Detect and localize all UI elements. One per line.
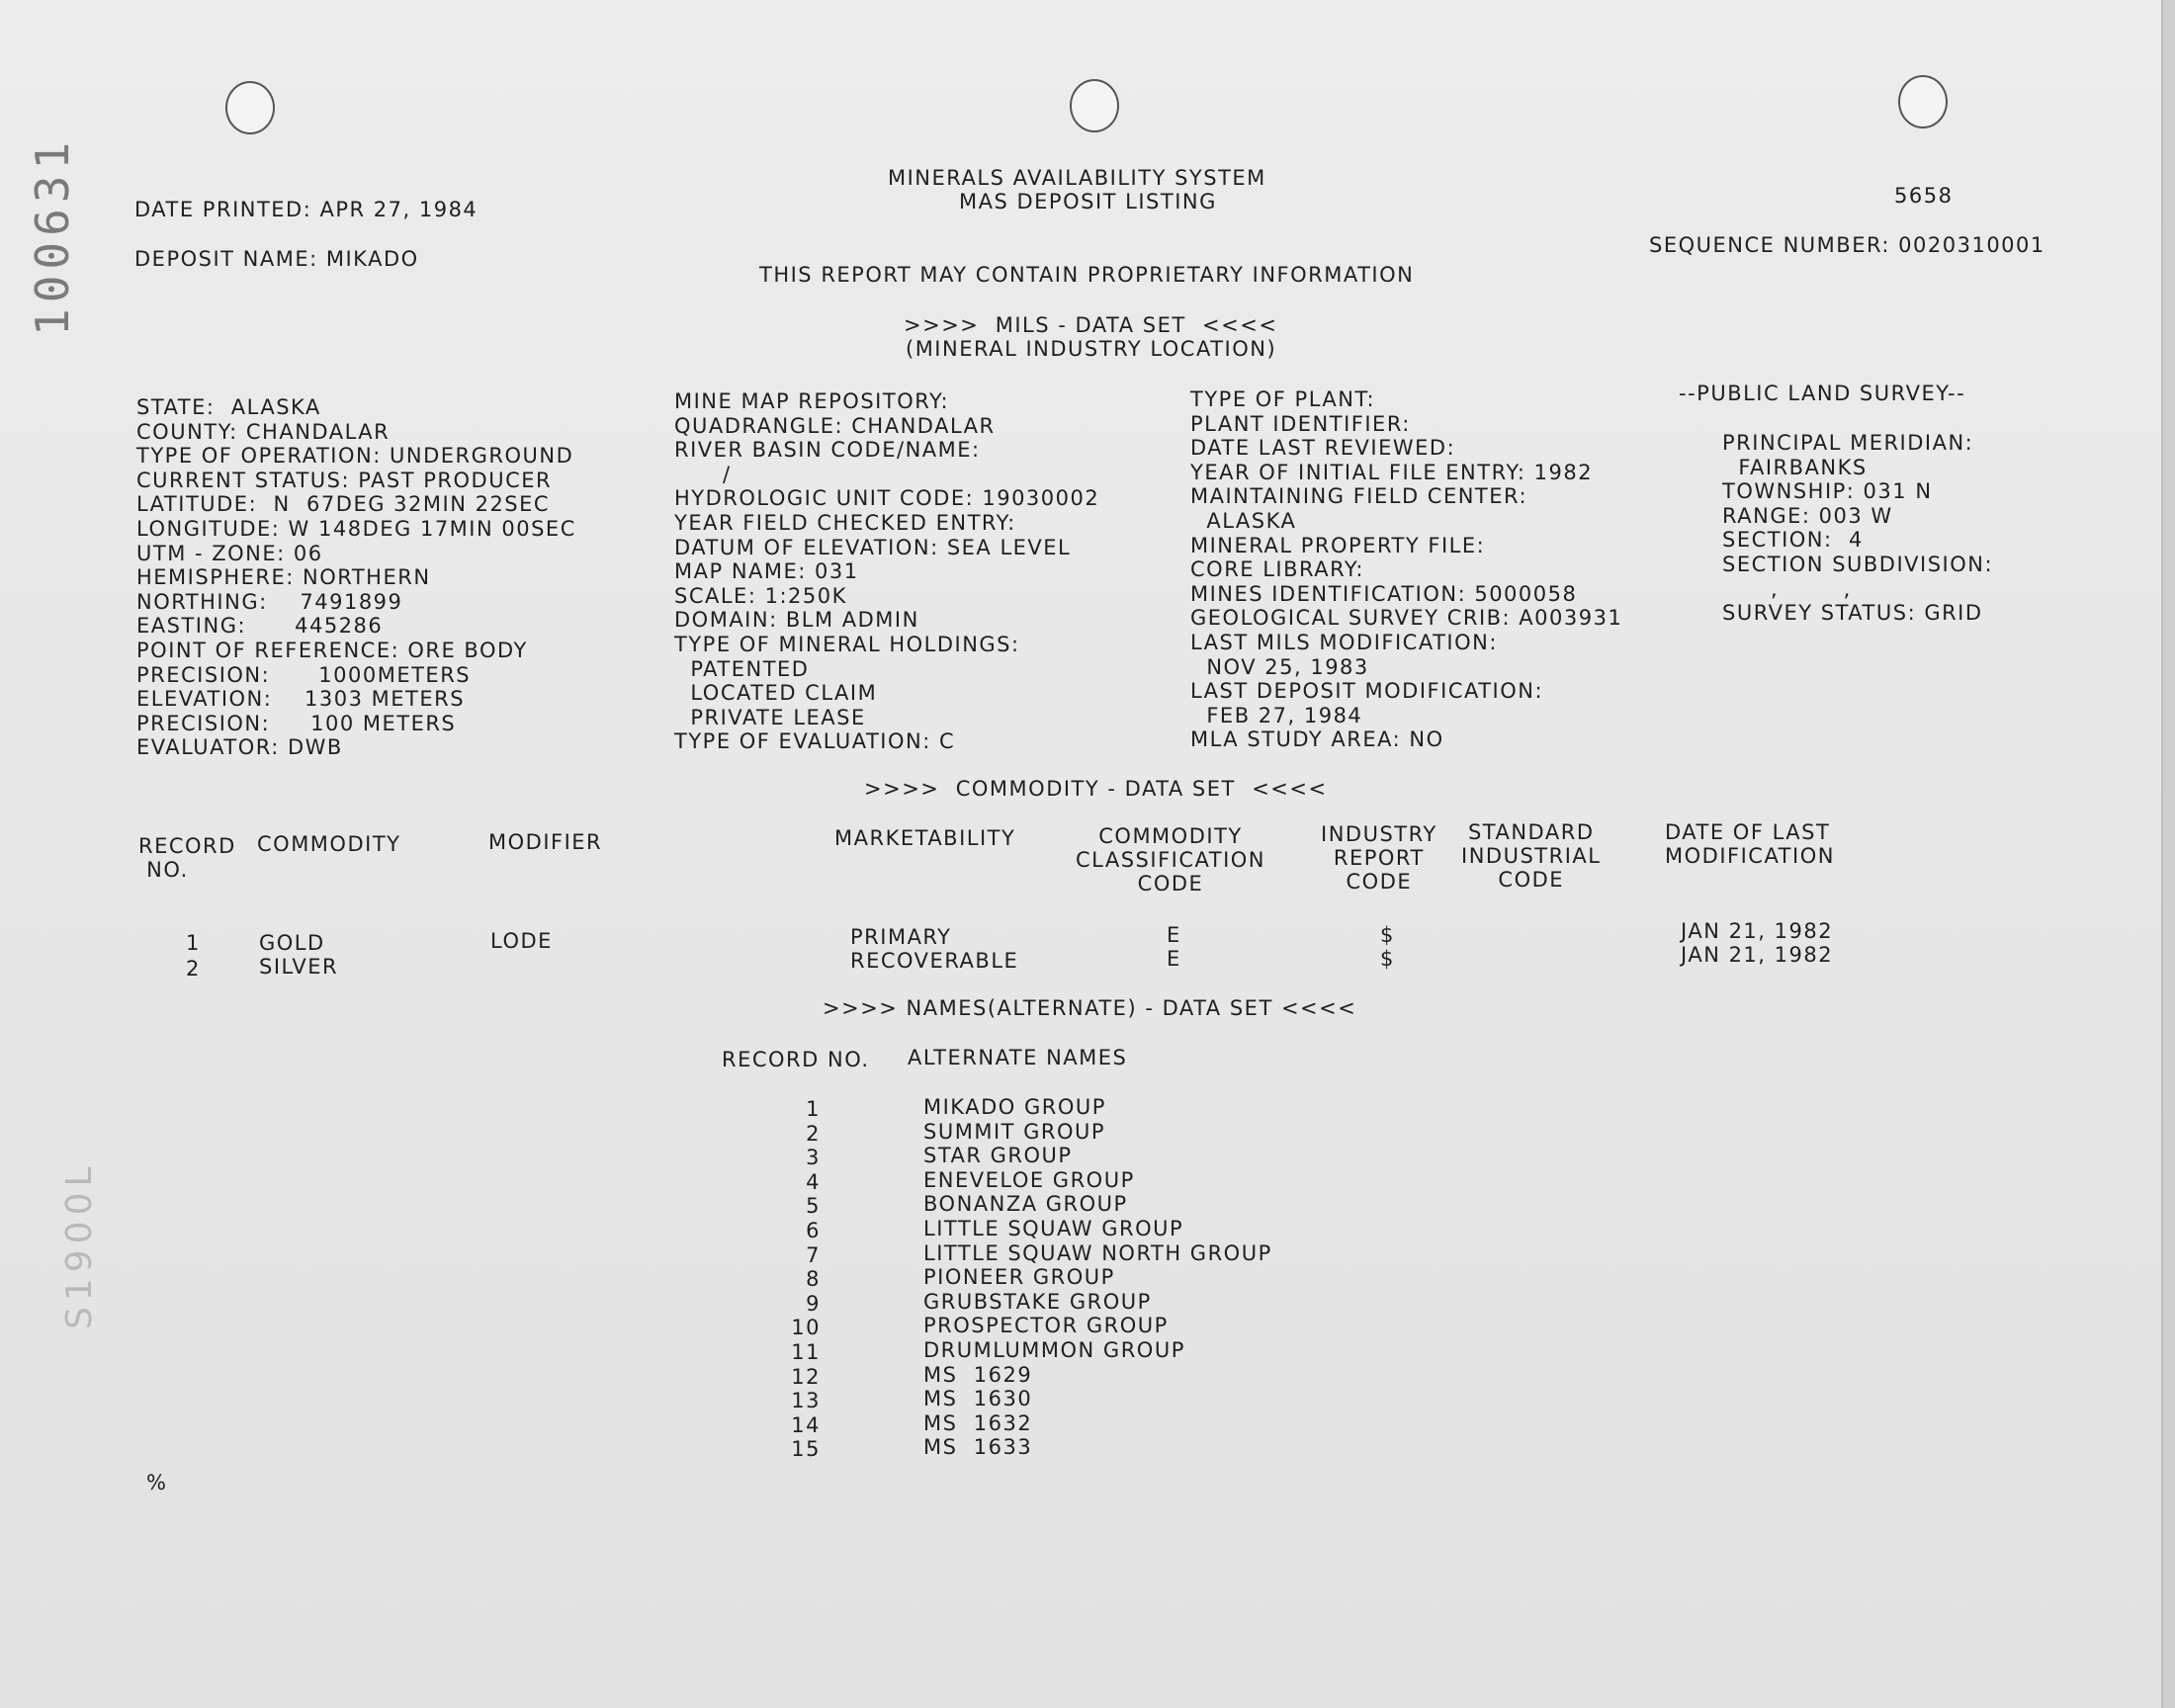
name-row-name: MS 1633 — [923, 1435, 1033, 1460]
field-line: GEOLOGICAL SURVEY CRIB: A003931 — [1190, 606, 1623, 631]
name-row-name: DRUMLUMMON GROUP — [923, 1337, 1185, 1362]
field-line: STATE: ALASKA — [136, 395, 321, 419]
commodity-row-class-code: E — [1167, 923, 1181, 947]
field-line: UTM - ZONE: 06 — [136, 541, 323, 565]
field-line: RIVER BASIN CODE/NAME: — [674, 438, 981, 463]
name-row-name: MS 1630 — [923, 1387, 1033, 1411]
field-line: PRECISION: 100 METERS — [136, 711, 457, 735]
commodity-row-name: SILVER — [259, 955, 339, 979]
field-line: DATUM OF ELEVATION: SEA LEVEL — [674, 535, 1072, 559]
name-row-no: 15 — [791, 1437, 821, 1462]
field-line: , , — [1722, 576, 1852, 601]
name-row-no: 9 — [806, 1291, 821, 1316]
field-line: MINES IDENTIFICATION: 5000058 — [1190, 581, 1578, 606]
name-row-no: 12 — [791, 1364, 821, 1389]
name-row-name: ENEVELOE GROUP — [923, 1167, 1135, 1192]
names-record-numbers — [781, 1097, 821, 1462]
field-line: LAST MILS MODIFICATION: — [1190, 630, 1498, 654]
commodity-row-modifier: LODE — [490, 929, 553, 953]
name-row-no: 13 — [791, 1389, 821, 1413]
mils-section-title: >>>> MILS - DATA SET <<<< — [904, 313, 1278, 337]
header-standard-industrial-code: STANDARD INDUSTRIAL CODE — [1461, 820, 1602, 892]
field-line: LATITUDE: N 67DEG 32MIN 22SEC — [136, 492, 551, 517]
field-line: YEAR OF INITIAL FILE ENTRY: 1982 — [1190, 460, 1594, 484]
commodity-row-industry-code: $ — [1380, 923, 1395, 947]
field-line: SECTION: 4 — [1722, 528, 1864, 553]
field-line: SCALE: 1:250K — [674, 583, 847, 608]
header-date-last-modification: DATE OF LAST MODIFICATION — [1665, 820, 1835, 868]
commodity-row-date: JAN 21, 1982 — [1681, 919, 1834, 943]
commodity-row-no: 2 — [186, 957, 201, 981]
commodity-row-class-code: E — [1167, 947, 1181, 971]
field-line: TYPE OF OPERATION: UNDERGROUND — [136, 444, 574, 469]
name-row-name: LITTLE SQUAW NORTH GROUP — [923, 1240, 1272, 1265]
name-row-no: 5 — [806, 1194, 821, 1219]
mils-column-plant — [1190, 387, 1622, 752]
mils-column-location — [136, 395, 576, 760]
header-names-record-no: RECORD NO. — [722, 1048, 870, 1071]
field-line: MLA STUDY AREA: NO — [1190, 727, 1444, 752]
field-line: PATENTED — [674, 656, 810, 681]
field-line: MAP NAME: 031 — [674, 559, 859, 584]
name-row-name: BONANZA GROUP — [923, 1192, 1128, 1217]
names-section-title: >>>> NAMES(ALTERNATE) - DATA SET <<<< — [823, 996, 1357, 1020]
name-row-no: 6 — [806, 1218, 821, 1242]
commodity-row-no: 1 — [186, 931, 201, 955]
field-line: PRINCIPAL MERIDIAN: — [1722, 431, 1974, 455]
name-row-no: 11 — [791, 1339, 821, 1364]
footer-mark: % — [146, 1471, 168, 1494]
field-line: POINT OF REFERENCE: ORE BODY — [136, 638, 528, 662]
sequence-number: SEQUENCE NUMBER: 0020310001 — [1649, 233, 2045, 257]
name-row-name: GRUBSTAKE GROUP — [923, 1289, 1152, 1314]
side-stamp-number: 100631 — [26, 135, 79, 336]
field-line: NORTHING: 7491899 — [136, 589, 403, 614]
commodity-row-name: GOLD — [259, 931, 325, 955]
name-row-no: 2 — [806, 1121, 821, 1146]
field-line: EVALUATOR: DWB — [136, 735, 343, 760]
page-number: 5658 — [1894, 184, 1954, 208]
field-line: CORE LIBRARY: — [1190, 557, 1364, 582]
punch-hole-right — [1898, 75, 1948, 128]
field-line: PLANT IDENTIFIER: — [1190, 411, 1411, 436]
field-line: MAINTAINING FIELD CENTER: — [1190, 484, 1528, 509]
side-stamp-faint: S1900L — [59, 1160, 100, 1329]
page-edge — [2161, 0, 2175, 1708]
commodity-row-date: JAN 21, 1982 — [1681, 943, 1834, 967]
name-row-name: PROSPECTOR GROUP — [923, 1314, 1169, 1338]
field-line: YEAR FIELD CHECKED ENTRY: — [674, 510, 1016, 535]
field-line: FEB 27, 1984 — [1190, 703, 1363, 727]
name-row-name: SUMMIT GROUP — [923, 1119, 1106, 1144]
name-row-no: 14 — [791, 1412, 821, 1437]
field-line: LAST DEPOSIT MODIFICATION: — [1190, 679, 1544, 704]
commodity-section-title: >>>> COMMODITY - DATA SET <<<< — [864, 777, 1328, 801]
field-line: DOMAIN: BLM ADMIN — [674, 608, 919, 633]
header-alternate-names: ALTERNATE NAMES — [908, 1046, 1128, 1069]
field-line: TYPE OF MINERAL HOLDINGS: — [674, 632, 1020, 656]
name-row-name: MIKADO GROUP — [923, 1095, 1106, 1119]
field-line: TYPE OF EVALUATION: C — [674, 729, 956, 754]
name-row-no: 8 — [806, 1267, 821, 1292]
system-title: MINERALS AVAILABILITY SYSTEM — [888, 166, 1266, 190]
name-row-name: MS 1629 — [923, 1362, 1033, 1387]
field-line: MINE MAP REPOSITORY: — [674, 389, 950, 413]
name-row-no: 3 — [806, 1146, 821, 1170]
field-line: SURVEY STATUS: GRID — [1722, 601, 1983, 626]
field-line: / — [674, 462, 732, 486]
field-line: COUNTY: CHANDALAR — [136, 419, 391, 444]
field-line: TOWNSHIP: 031 N — [1722, 479, 1933, 504]
deposit-name: DEPOSIT NAME: MIKADO — [134, 247, 419, 271]
proprietary-notice: THIS REPORT MAY CONTAIN PROPRIETARY INFORMATION — [759, 263, 1415, 287]
mils-column-maps — [674, 389, 1099, 754]
name-row-no: 10 — [791, 1316, 821, 1340]
commodity-row-marketability: PRIMARY — [850, 925, 952, 949]
field-line: LONGITUDE: W 148DEG 17MIN 00SEC — [136, 516, 576, 541]
field-line: HEMISPHERE: NORTHERN — [136, 565, 431, 590]
listing-title: MAS DEPOSIT LISTING — [959, 190, 1217, 214]
field-line: QUADRANGLE: CHANDALAR — [674, 413, 996, 438]
field-line: ELEVATION: 1303 METERS — [136, 687, 466, 712]
plss-title: --PUBLIC LAND SURVEY-- — [1679, 382, 1966, 405]
punch-hole-left — [225, 81, 275, 134]
commodity-row-industry-code: $ — [1380, 947, 1395, 971]
field-line: SECTION SUBDIVISION: — [1722, 552, 1994, 576]
header-commodity: COMMODITY — [257, 832, 401, 856]
field-line: EASTING: 445286 — [136, 614, 384, 639]
date-printed: DATE PRINTED: APR 27, 1984 — [134, 198, 478, 221]
header-modifier: MODIFIER — [488, 830, 603, 854]
field-line: TYPE OF PLANT: — [1190, 387, 1376, 411]
plss-column — [1722, 431, 1993, 626]
name-row-name: PIONEER GROUP — [923, 1265, 1115, 1290]
field-line: NOV 25, 1983 — [1190, 654, 1369, 679]
field-line: DATE LAST REVIEWED: — [1190, 436, 1456, 461]
commodity-row-marketability: RECOVERABLE — [850, 949, 1019, 973]
field-line: PRIVATE LEASE — [674, 705, 866, 729]
name-row-no: 4 — [806, 1169, 821, 1194]
header-industry-report-code: INDUSTRY REPORT CODE — [1321, 822, 1437, 894]
field-line: RANGE: 003 W — [1722, 503, 1893, 528]
header-record-no: RECORD NO. — [138, 834, 236, 882]
field-line: ALASKA — [1190, 508, 1297, 533]
field-line: HYDROLOGIC UNIT CODE: 19030002 — [674, 486, 1100, 511]
field-line: FAIRBANKS — [1722, 455, 1868, 479]
punch-hole-center — [1070, 79, 1119, 132]
field-line: PRECISION: 1000METERS — [136, 662, 472, 687]
name-row-no: 1 — [806, 1097, 821, 1121]
field-line: MINERAL PROPERTY FILE: — [1190, 533, 1486, 557]
field-line: LOCATED CLAIM — [674, 681, 878, 706]
header-classification-code: COMMODITY CLASSIFICATION CODE — [1076, 824, 1265, 896]
mils-section-subtitle: (MINERAL INDUSTRY LOCATION) — [906, 337, 1277, 361]
header-marketability: MARKETABILITY — [834, 826, 1016, 850]
field-line: CURRENT STATUS: PAST PRODUCER — [136, 468, 553, 492]
name-row-name: LITTLE SQUAW GROUP — [923, 1216, 1184, 1240]
name-row-name: MS 1632 — [923, 1410, 1033, 1435]
name-row-no: 7 — [806, 1242, 821, 1267]
name-row-name: STAR GROUP — [923, 1144, 1073, 1168]
names-list — [923, 1095, 1272, 1460]
